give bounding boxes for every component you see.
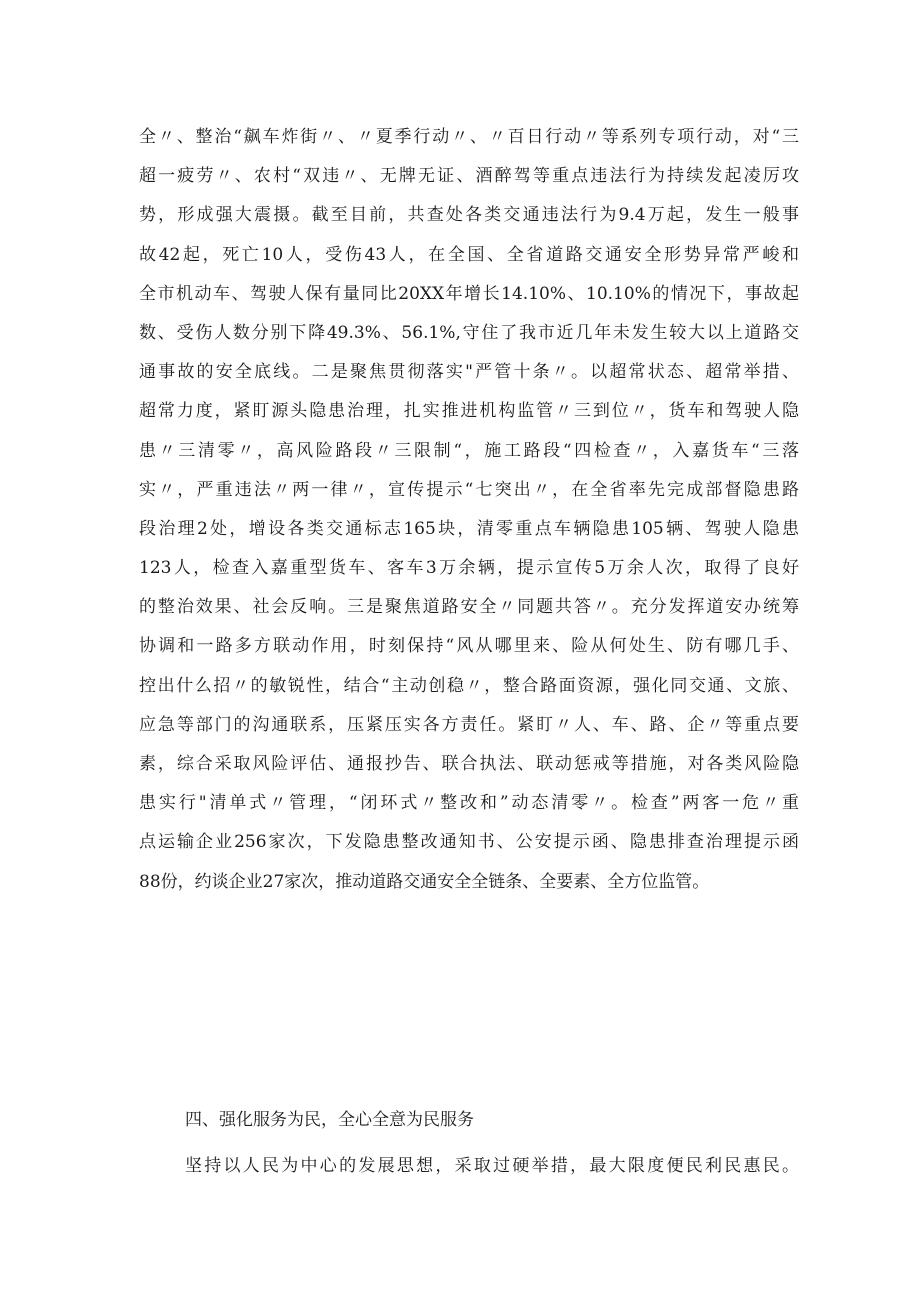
- next-paragraph: 坚持以人民为中心的发展思想，采取过硬举措，最大限度便民利民惠民。: [185, 1156, 799, 1176]
- paragraph-line: 全市机动车、驾驶人保有量同比20XX年增长14.10%、10.10%的情况下，事故起: [139, 283, 799, 304]
- paragraph-line: 故42起，死亡10人，受伤43人，在全国、全省道路交通安全形势异常严峻和: [139, 244, 799, 265]
- paragraph-line: 88份，约谈企业27家次，推动道路交通安全全链条、全要素、全方位监管。: [139, 871, 710, 892]
- paragraph-line: 全〃、整治“飙车炸街〃、〃夏季行动〃、〃百日行动〃等系列专项行动，对“三: [139, 127, 799, 147]
- paragraph-line: 数、受伤人数分别下降49.3%、56.1%,守住了我市近几年未发生较大以上道路交: [139, 322, 799, 343]
- paragraph-line: 点运输企业256家次，下发隐患整改通知书、公安提示函、隐患排查治理提示函: [139, 832, 799, 853]
- paragraph-line: 超一疲劳〃、农村“双违〃、无牌无证、酒醉驾等重点违法行为持续发起凌厉攻: [139, 166, 799, 187]
- paragraph-line: 协调和一路多方联动作用，时刻保持“风从哪里来、险从何处生、防有哪几手、: [139, 636, 799, 657]
- paragraph-line: 素，综合采取风险评估、通报抄告、联合执法、联动惩戒等措施，对各类风险隐: [139, 754, 799, 774]
- paragraph-line: 应急等部门的沟通联系，压紧压实各方责任。紧盯〃人、车、路、企〃等重点要: [139, 714, 799, 735]
- paragraph-line: 段治理2处，增设各类交通标志165块，清零重点车辆隐患105辆、驾驶人隐患: [139, 518, 799, 539]
- section-heading: 四、强化服务为民，全心全意为民服务: [185, 1110, 474, 1130]
- paragraph-line: 患实行"清单式〃管理，“闭环式〃整改和”动态清零〃。检查”两客一危〃重: [139, 793, 799, 814]
- paragraph-line: 势，形成强大震摄。截至目前，共查处各类交通违法行为9.4万起，发生一般事: [139, 205, 799, 226]
- paragraph-line: 患〃三清零〃，高风险路段〃三限制“，施工路段“四检查〃，入嘉货车“三落: [139, 440, 799, 461]
- paragraph-line: 123人，检查入嘉重型货车、客车3万余辆，提示宣传5万余人次，取得了良好: [139, 558, 799, 579]
- body-paragraph: [139, 118, 799, 902]
- paragraph-line: 超常力度，紧盯源头隐患治理，扎实推进机构监管〃三到位〃，货车和驾驶人隐: [139, 401, 799, 422]
- paragraph-line: 通事故的安全底线。二是聚焦贯彻落实"严管十条〃。以超常状态、超常举措、: [139, 362, 799, 383]
- paragraph-line: 实〃，严重违法〃两一律〃，宣传提示“七突出〃，在全省率先完成部督隐患路: [139, 479, 799, 500]
- paragraph-line: 的整治效果、社会反响。三是聚焦道路安全〃同题共答〃。充分发挥道安办统筹: [139, 597, 799, 618]
- paragraph-line: 控出什么招〃的敏锐性，结合“主动创稳〃，整合路面资源，强化同交通、文旅、: [139, 675, 799, 696]
